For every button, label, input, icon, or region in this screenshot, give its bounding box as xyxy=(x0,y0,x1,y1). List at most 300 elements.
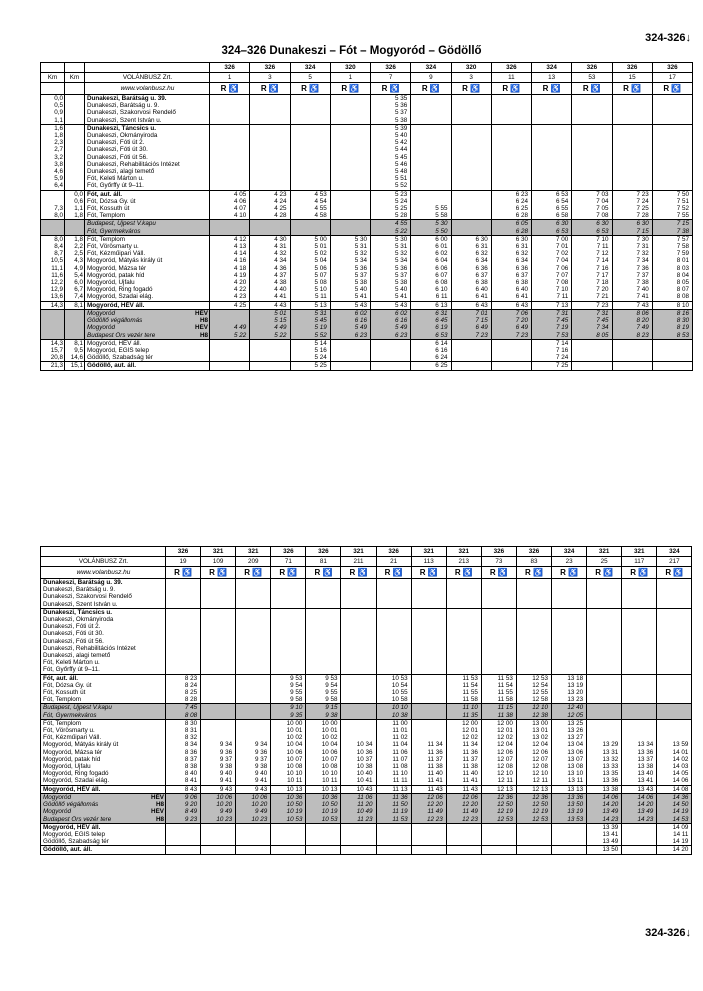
departure-time xyxy=(491,354,531,362)
departure-time xyxy=(587,586,622,593)
departure-time xyxy=(411,616,446,623)
departure-time: 14 36 xyxy=(657,793,692,801)
timetable-row xyxy=(41,689,692,696)
departure-time xyxy=(201,579,236,587)
departure-time: 7 14 xyxy=(532,339,572,347)
departure-time: 8 05 xyxy=(572,332,612,340)
departure-time xyxy=(166,831,201,838)
departure-time xyxy=(491,109,531,116)
departure-time xyxy=(236,659,271,666)
departure-time xyxy=(236,734,271,741)
departure-time xyxy=(446,586,481,593)
departure-time: 6 25 xyxy=(411,362,451,370)
departure-time: 5 31 xyxy=(290,309,330,317)
departure-time xyxy=(201,623,236,630)
departure-time: 12 07 xyxy=(516,756,551,763)
timetable-row xyxy=(41,608,692,616)
km-value: 5,9 xyxy=(41,175,65,182)
departure-time: 5 02 xyxy=(290,250,330,257)
departure-time xyxy=(652,362,692,370)
stop-name: Gödöllő, Szabadság tér xyxy=(85,354,210,362)
route-number: 321 xyxy=(446,547,481,557)
departure-time xyxy=(341,846,376,854)
departure-time: 12 54 xyxy=(516,682,551,689)
departure-time: 6 53 xyxy=(572,228,612,236)
departure-time xyxy=(330,139,370,146)
departure-time xyxy=(376,831,411,838)
departure-time: 12 40 xyxy=(552,704,587,712)
service-symbols: R ♿ xyxy=(166,567,201,579)
service-symbols: R ♿ xyxy=(612,83,652,95)
departure-time xyxy=(572,168,612,175)
departure-time xyxy=(201,674,236,682)
departure-time xyxy=(652,347,692,354)
departure-time xyxy=(290,95,330,103)
departure-time xyxy=(250,146,290,153)
departure-time xyxy=(236,638,271,645)
departure-time: 5 04 xyxy=(290,257,330,264)
departure-time xyxy=(210,354,250,362)
departure-time xyxy=(201,586,236,593)
departure-time: 5 37 xyxy=(371,272,411,279)
departure-time xyxy=(481,638,516,645)
departure-time xyxy=(341,601,376,609)
departure-time: 12 10 xyxy=(481,770,516,777)
departure-time xyxy=(451,190,491,198)
timetable-row xyxy=(41,154,693,161)
departure-time: 4 49 xyxy=(250,324,290,331)
departure-time: 13 34 xyxy=(622,741,657,748)
departure-time: 6 36 xyxy=(491,265,531,272)
departure-time xyxy=(657,630,692,637)
departure-time xyxy=(271,652,306,659)
departure-time xyxy=(451,109,491,116)
km-value: 11,1 xyxy=(41,265,65,272)
stop-name: Gödöllő, aut. áll. xyxy=(85,362,210,370)
departure-time xyxy=(652,182,692,190)
departure-time: 10 10 xyxy=(306,770,341,777)
stop-name: Fót, Kézműipari Váll. xyxy=(41,734,166,741)
departure-time xyxy=(516,579,551,587)
km-value: 14,6 xyxy=(65,354,85,362)
departure-time: 4 22 xyxy=(210,286,250,293)
departure-time xyxy=(652,95,692,103)
departure-time xyxy=(201,727,236,734)
departure-time: 10 41 xyxy=(341,777,376,785)
departure-time xyxy=(572,354,612,362)
departure-time xyxy=(411,689,446,696)
stop-name: Mogyoród, Szadai elág. xyxy=(41,777,166,785)
departure-time xyxy=(250,139,290,146)
departure-time: 5 30 xyxy=(371,235,411,243)
departure-time: 12 07 xyxy=(481,756,516,763)
stop-name: Dunakeszi, Rehabilitációs Intézet xyxy=(85,161,210,168)
stop-name: Budapest Örs vezér tere H8 xyxy=(85,332,210,340)
route-number: 326 xyxy=(371,63,411,73)
timetable-row xyxy=(41,286,693,293)
departure-time: 6 30 xyxy=(572,220,612,228)
timetable-row xyxy=(41,117,693,125)
departure-time: 12 00 xyxy=(446,719,481,727)
timetable-row xyxy=(41,838,692,846)
departure-time: 10 07 xyxy=(271,756,306,763)
departure-time xyxy=(622,846,657,854)
departure-time xyxy=(411,712,446,720)
departure-time: 9 38 xyxy=(201,763,236,770)
departure-time xyxy=(572,139,612,146)
departure-time: 4 23 xyxy=(250,190,290,198)
departure-time: 13 33 xyxy=(587,763,622,770)
departure-time xyxy=(271,601,306,609)
departure-time xyxy=(290,146,330,153)
route-header-row xyxy=(41,547,692,557)
departure-time xyxy=(201,682,236,689)
departure-time xyxy=(451,347,491,354)
trip-number: 1 xyxy=(210,73,250,83)
departure-time xyxy=(481,616,516,623)
departure-time xyxy=(210,109,250,116)
stop-name: Mogyoród, Újfalu xyxy=(85,279,210,286)
departure-time xyxy=(652,175,692,182)
departure-time: 11 49 xyxy=(411,808,446,815)
timetable-row xyxy=(41,719,692,727)
departure-time: 7 00 xyxy=(532,235,572,243)
departure-time: 13 06 xyxy=(552,749,587,756)
departure-time xyxy=(516,601,551,609)
departure-time: 10 02 xyxy=(306,734,341,741)
departure-time xyxy=(411,124,451,132)
departure-time xyxy=(166,623,201,630)
departure-time xyxy=(330,146,370,153)
departure-time xyxy=(210,124,250,132)
departure-time: 6 30 xyxy=(612,220,652,228)
departure-time xyxy=(552,831,587,838)
departure-time: 6 16 xyxy=(371,317,411,324)
km-value xyxy=(65,168,85,175)
trip-number: 21 xyxy=(376,557,411,567)
departure-time xyxy=(572,95,612,103)
departure-time: 7 04 xyxy=(572,198,612,205)
departure-time: 5 52 xyxy=(371,182,411,190)
departure-time xyxy=(166,608,201,616)
departure-time xyxy=(446,838,481,846)
departure-time xyxy=(411,198,451,205)
departure-time: 8 01 xyxy=(652,257,692,264)
departure-time: 6 23 xyxy=(371,332,411,340)
departure-time: 5 19 xyxy=(290,324,330,331)
departure-time xyxy=(201,823,236,831)
stop-name: Dunakeszi, Okmányiroda xyxy=(85,132,210,139)
departure-time: 12 50 xyxy=(516,801,551,808)
departure-time xyxy=(210,182,250,190)
departure-time xyxy=(290,168,330,175)
km-head: Km xyxy=(41,73,65,83)
departure-time: 6 02 xyxy=(371,309,411,317)
hev-label: HÉV xyxy=(195,324,208,332)
symbols-header-row xyxy=(41,83,693,95)
departure-time xyxy=(446,601,481,609)
departure-time: 12 38 xyxy=(516,712,551,720)
departure-time xyxy=(446,831,481,838)
departure-time: 7 57 xyxy=(652,235,692,243)
departure-time: 7 14 xyxy=(572,257,612,264)
departure-time: 4 58 xyxy=(290,212,330,220)
departure-time xyxy=(411,638,446,645)
timetable-row xyxy=(41,205,693,212)
departure-time: 9 49 xyxy=(236,808,271,815)
departure-time: 7 37 xyxy=(612,272,652,279)
departure-time: 11 07 xyxy=(376,756,411,763)
departure-time: 8 38 xyxy=(166,763,201,770)
operator-name: VOLÁNBUSZ Zrt. xyxy=(85,73,210,83)
departure-time xyxy=(376,616,411,623)
timetable-row xyxy=(41,777,692,785)
departure-time: 10 53 xyxy=(271,816,306,824)
departure-time xyxy=(330,205,370,212)
departure-time xyxy=(411,117,451,125)
departure-time: 7 20 xyxy=(491,317,531,324)
departure-time: 12 10 xyxy=(516,770,551,777)
departure-time: 8 20 xyxy=(612,317,652,324)
departure-time: 7 21 xyxy=(572,293,612,301)
departure-time: 5 45 xyxy=(371,154,411,161)
departure-time: 11 06 xyxy=(341,793,376,801)
departure-time: 8 40 xyxy=(166,770,201,777)
departure-time: 5 52 xyxy=(290,332,330,340)
trip-number: 15 xyxy=(612,73,652,83)
departure-time xyxy=(210,347,250,354)
departure-time xyxy=(481,586,516,593)
departure-time: 4 14 xyxy=(210,250,250,257)
departure-time xyxy=(587,674,622,682)
departure-time: 13 00 xyxy=(516,719,551,727)
departure-time xyxy=(411,139,451,146)
departure-time xyxy=(210,102,250,109)
departure-time: 10 20 xyxy=(201,801,236,808)
departure-time xyxy=(236,712,271,720)
km-value: 9,5 xyxy=(65,347,85,354)
departure-time xyxy=(201,659,236,666)
departure-time xyxy=(572,161,612,168)
departure-time xyxy=(516,831,551,838)
stop-name: Fót, Kossuth út xyxy=(41,689,166,696)
departure-time: 7 23 xyxy=(572,301,612,309)
departure-time: 9 38 xyxy=(306,712,341,720)
departure-time xyxy=(446,616,481,623)
hev-label: HÉV xyxy=(195,309,208,317)
departure-time xyxy=(451,146,491,153)
departure-time xyxy=(481,623,516,630)
departure-time: 10 01 xyxy=(306,727,341,734)
timetable-row xyxy=(41,741,692,748)
departure-time: 8 30 xyxy=(166,719,201,727)
departure-time: 12 06 xyxy=(481,749,516,756)
route-number: 326 xyxy=(612,63,652,73)
departure-time xyxy=(330,117,370,125)
departure-time xyxy=(341,666,376,674)
departure-time: 4 25 xyxy=(210,301,250,309)
departure-time: 9 38 xyxy=(236,763,271,770)
route-number: 326 xyxy=(376,547,411,557)
departure-time: 6 41 xyxy=(451,293,491,301)
departure-time xyxy=(376,586,411,593)
departure-time xyxy=(552,652,587,659)
departure-time: 5 22 xyxy=(371,228,411,236)
departure-time: 9 10 xyxy=(271,704,306,712)
departure-time xyxy=(330,182,370,190)
departure-time xyxy=(201,616,236,623)
departure-time xyxy=(572,175,612,182)
departure-time xyxy=(572,124,612,132)
departure-time: 14 06 xyxy=(622,793,657,801)
departure-time: 13 49 xyxy=(622,808,657,815)
departure-time: 11 02 xyxy=(376,734,411,741)
stop-name: Fót, Gyermekváros xyxy=(85,228,210,236)
departure-time: 6 05 xyxy=(491,220,531,228)
departure-time xyxy=(411,630,446,637)
departure-time xyxy=(446,659,481,666)
departure-time: 10 08 xyxy=(306,763,341,770)
timetable-row xyxy=(41,593,692,600)
departure-time xyxy=(572,347,612,354)
timetable-bottom xyxy=(40,546,692,855)
departure-time: 7 12 xyxy=(572,250,612,257)
stop-name: Fót, Győrffy út 9–11. xyxy=(85,182,210,190)
departure-time xyxy=(166,638,201,645)
departure-time xyxy=(572,339,612,347)
timetable-row xyxy=(41,816,692,824)
departure-time: 5 14 xyxy=(290,339,330,347)
stop-name: Fót, Keleti Márton u. xyxy=(41,659,166,666)
departure-time: 6 31 xyxy=(491,243,531,250)
departure-time: 14 01 xyxy=(657,749,692,756)
departure-time: 5 23 xyxy=(371,190,411,198)
departure-time: 8 16 xyxy=(652,309,692,317)
departure-time: 5 43 xyxy=(330,301,370,309)
departure-time: 5 37 xyxy=(371,109,411,116)
km-value: 8,1 xyxy=(65,301,85,309)
departure-time: 7 55 xyxy=(652,212,692,220)
stop-name: Budapest, Újpest V.kapu xyxy=(41,704,166,712)
departure-time xyxy=(411,704,446,712)
departure-time xyxy=(552,579,587,587)
departure-time: 4 38 xyxy=(250,279,290,286)
departure-time: 13 01 xyxy=(516,727,551,734)
departure-time xyxy=(376,666,411,674)
departure-time xyxy=(622,734,657,741)
departure-time xyxy=(376,652,411,659)
departure-time: 5 48 xyxy=(371,168,411,175)
route-number: 321 xyxy=(201,547,236,557)
departure-time xyxy=(411,586,446,593)
departure-time xyxy=(271,659,306,666)
departure-time: 7 45 xyxy=(166,704,201,712)
departure-time xyxy=(411,601,446,609)
route-number: 326 xyxy=(250,63,290,73)
departure-time: 13 38 xyxy=(622,763,657,770)
departure-time xyxy=(552,838,587,846)
departure-time: 5 36 xyxy=(371,102,411,109)
stop-name: Mogyoród, Ring fogadó xyxy=(41,770,166,777)
departure-time: 7 03 xyxy=(572,190,612,198)
departure-time: 12 01 xyxy=(446,727,481,734)
trip-number: 5 xyxy=(290,73,330,83)
departure-time: 7 11 xyxy=(572,243,612,250)
departure-time: 12 19 xyxy=(481,808,516,815)
departure-time xyxy=(330,175,370,182)
departure-time xyxy=(306,608,341,616)
departure-time xyxy=(330,161,370,168)
departure-time xyxy=(532,124,572,132)
departure-time xyxy=(201,696,236,704)
departure-time: 11 34 xyxy=(446,741,481,748)
departure-time: 12 06 xyxy=(411,793,446,801)
km-value: 2,2 xyxy=(65,243,85,250)
departure-time xyxy=(622,666,657,674)
departure-time: 13 31 xyxy=(587,749,622,756)
departure-time: 7 25 xyxy=(532,362,572,370)
departure-time xyxy=(652,117,692,125)
departure-time: 12 04 xyxy=(516,741,551,748)
departure-time xyxy=(657,645,692,652)
km-value xyxy=(65,175,85,182)
departure-time xyxy=(371,362,411,370)
departure-time xyxy=(481,652,516,659)
km-value: 14,3 xyxy=(41,301,65,309)
trip-number: 117 xyxy=(622,557,657,567)
departure-time xyxy=(411,674,446,682)
service-symbols: R ♿ xyxy=(376,567,411,579)
departure-time: 8 36 xyxy=(166,749,201,756)
departure-time: 13 49 xyxy=(587,838,622,846)
departure-time: 11 08 xyxy=(376,763,411,770)
stop-name: Budapest, Újpest V.kapu xyxy=(85,220,210,228)
departure-time xyxy=(271,593,306,600)
departure-time xyxy=(657,586,692,593)
departure-time xyxy=(330,354,370,362)
timetable-row xyxy=(41,250,693,257)
departure-time xyxy=(210,132,250,139)
departure-time xyxy=(587,601,622,609)
departure-time xyxy=(290,182,330,190)
stop-name: Dunakeszi, Szakorvosi Rendelő xyxy=(85,109,210,116)
departure-time xyxy=(587,623,622,630)
service-symbols: R ♿ xyxy=(446,567,481,579)
stop-name: Dunakeszi, Fóti út 2. xyxy=(85,139,210,146)
timetable-row xyxy=(41,666,692,674)
departure-time xyxy=(552,601,587,609)
departure-time: 5 10 xyxy=(290,286,330,293)
timetable-row xyxy=(41,616,692,623)
stop-name: Dunakeszi, Fóti út 30. xyxy=(41,630,166,637)
service-symbols: R ♿ xyxy=(250,83,290,95)
timetable-row xyxy=(41,801,692,808)
trip-number: 7 xyxy=(371,73,411,83)
departure-time: 6 38 xyxy=(451,279,491,286)
departure-time xyxy=(451,362,491,370)
departure-time xyxy=(376,823,411,831)
departure-time: 12 13 xyxy=(481,785,516,793)
stop-name: Gödöllő, Szabadság tér xyxy=(41,838,166,846)
departure-time: 8 31 xyxy=(166,727,201,734)
departure-time: 13 43 xyxy=(622,785,657,793)
km-value xyxy=(65,124,85,132)
departure-time: 10 54 xyxy=(376,682,411,689)
departure-time xyxy=(657,734,692,741)
departure-time: 7 34 xyxy=(612,257,652,264)
departure-time: 5 38 xyxy=(371,117,411,125)
departure-time xyxy=(341,682,376,689)
